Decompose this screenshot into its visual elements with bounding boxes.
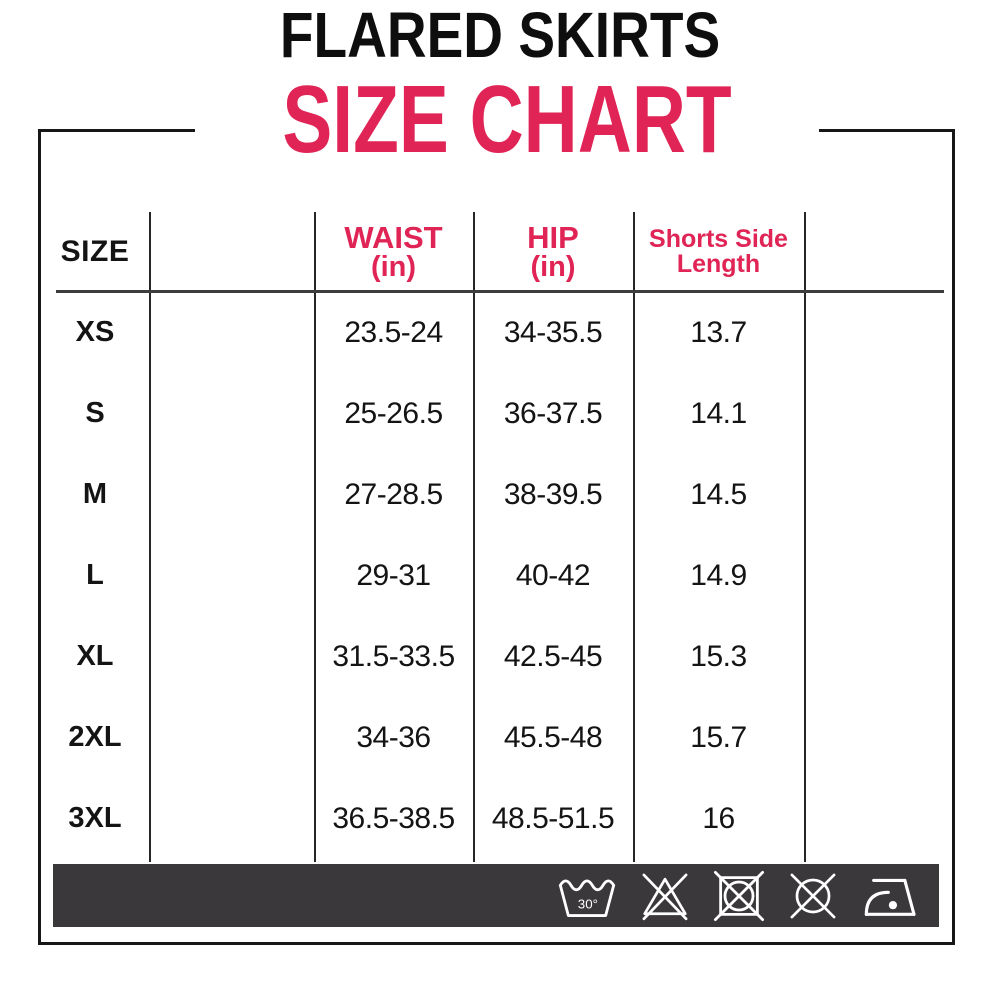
empty-cell [149,292,314,373]
waist-cell: 31.5-33.5 [332,639,455,673]
size-table [41,212,952,859]
empty-cell [149,535,314,616]
size-cell: M [82,478,108,510]
hip-cell: 34-35.5 [503,315,603,349]
waist-header-unit: (in) [370,251,417,283]
page-title-text: FLARED SKIRTS [279,0,721,71]
waist-cell: 36.5-38.5 [332,801,455,835]
waist-cell: 23.5-24 [344,315,443,349]
empty-cell [804,292,952,373]
shorts-cell: 14.5 [690,477,747,511]
waist-cell: 34-36 [356,720,431,754]
column-header-empty [804,212,952,292]
empty-cell [804,697,952,778]
shorts-header-line2: Length [676,250,761,278]
waist-cell: 27-28.5 [344,477,443,511]
do-not-bleach-icon [638,869,692,923]
hip-cell: 48.5-51.5 [491,801,615,835]
do-not-dry-clean-icon [786,869,840,923]
hip-cell: 36-37.5 [503,396,603,430]
waist-cell: 25-26.5 [344,396,443,430]
shorts-cell: 16 [702,801,735,835]
wash-temp-label: 30° [577,895,598,911]
empty-cell [804,616,952,697]
size-cell: XS [75,316,115,348]
hip-cell: 40-42 [515,558,591,592]
empty-cell [149,616,314,697]
shorts-cell: 14.1 [690,396,747,430]
wash-30-icon [555,869,619,923]
size-cell: S [85,397,105,429]
size-cell: XL [76,640,114,672]
hip-cell: 38-39.5 [503,477,603,511]
column-header-hip [473,212,633,292]
column-header-size [41,212,149,292]
hip-cell: 45.5-48 [503,720,603,754]
column-header-shorts [633,212,804,292]
size-cell: 3XL [68,802,122,834]
page-subtitle [195,66,819,173]
column-header-waist [314,212,473,292]
hip-header-unit: (in) [530,251,576,283]
iron-low-heat-icon [859,870,925,922]
waist-header-label: WAIST [344,220,443,255]
waist-cell: 29-31 [356,558,431,592]
shorts-header-line1: Shorts Side [649,225,788,253]
empty-cell [149,697,314,778]
shorts-cell: 15.7 [690,720,747,754]
empty-cell [149,373,314,454]
care-bar [53,864,939,927]
page-subtitle-text: SIZE CHART [282,66,732,173]
empty-cell [804,454,952,535]
shorts-cell: 14.9 [690,558,747,592]
empty-cell [804,778,952,859]
hip-cell: 42.5-45 [503,639,603,673]
empty-cell [149,454,314,535]
shorts-cell: 13.7 [690,315,747,349]
hip-header-label: HIP [527,220,579,255]
shorts-cell: 15.3 [690,639,747,673]
empty-cell [149,778,314,859]
do-not-tumble-dry-icon [711,868,767,924]
column-header-empty [149,212,314,292]
size-cell: L [86,559,104,591]
empty-cell [804,535,952,616]
empty-cell [804,373,952,454]
size-cell: 2XL [68,721,122,753]
page-title [0,0,1000,70]
column-header-size-label: SIZE [60,235,130,268]
